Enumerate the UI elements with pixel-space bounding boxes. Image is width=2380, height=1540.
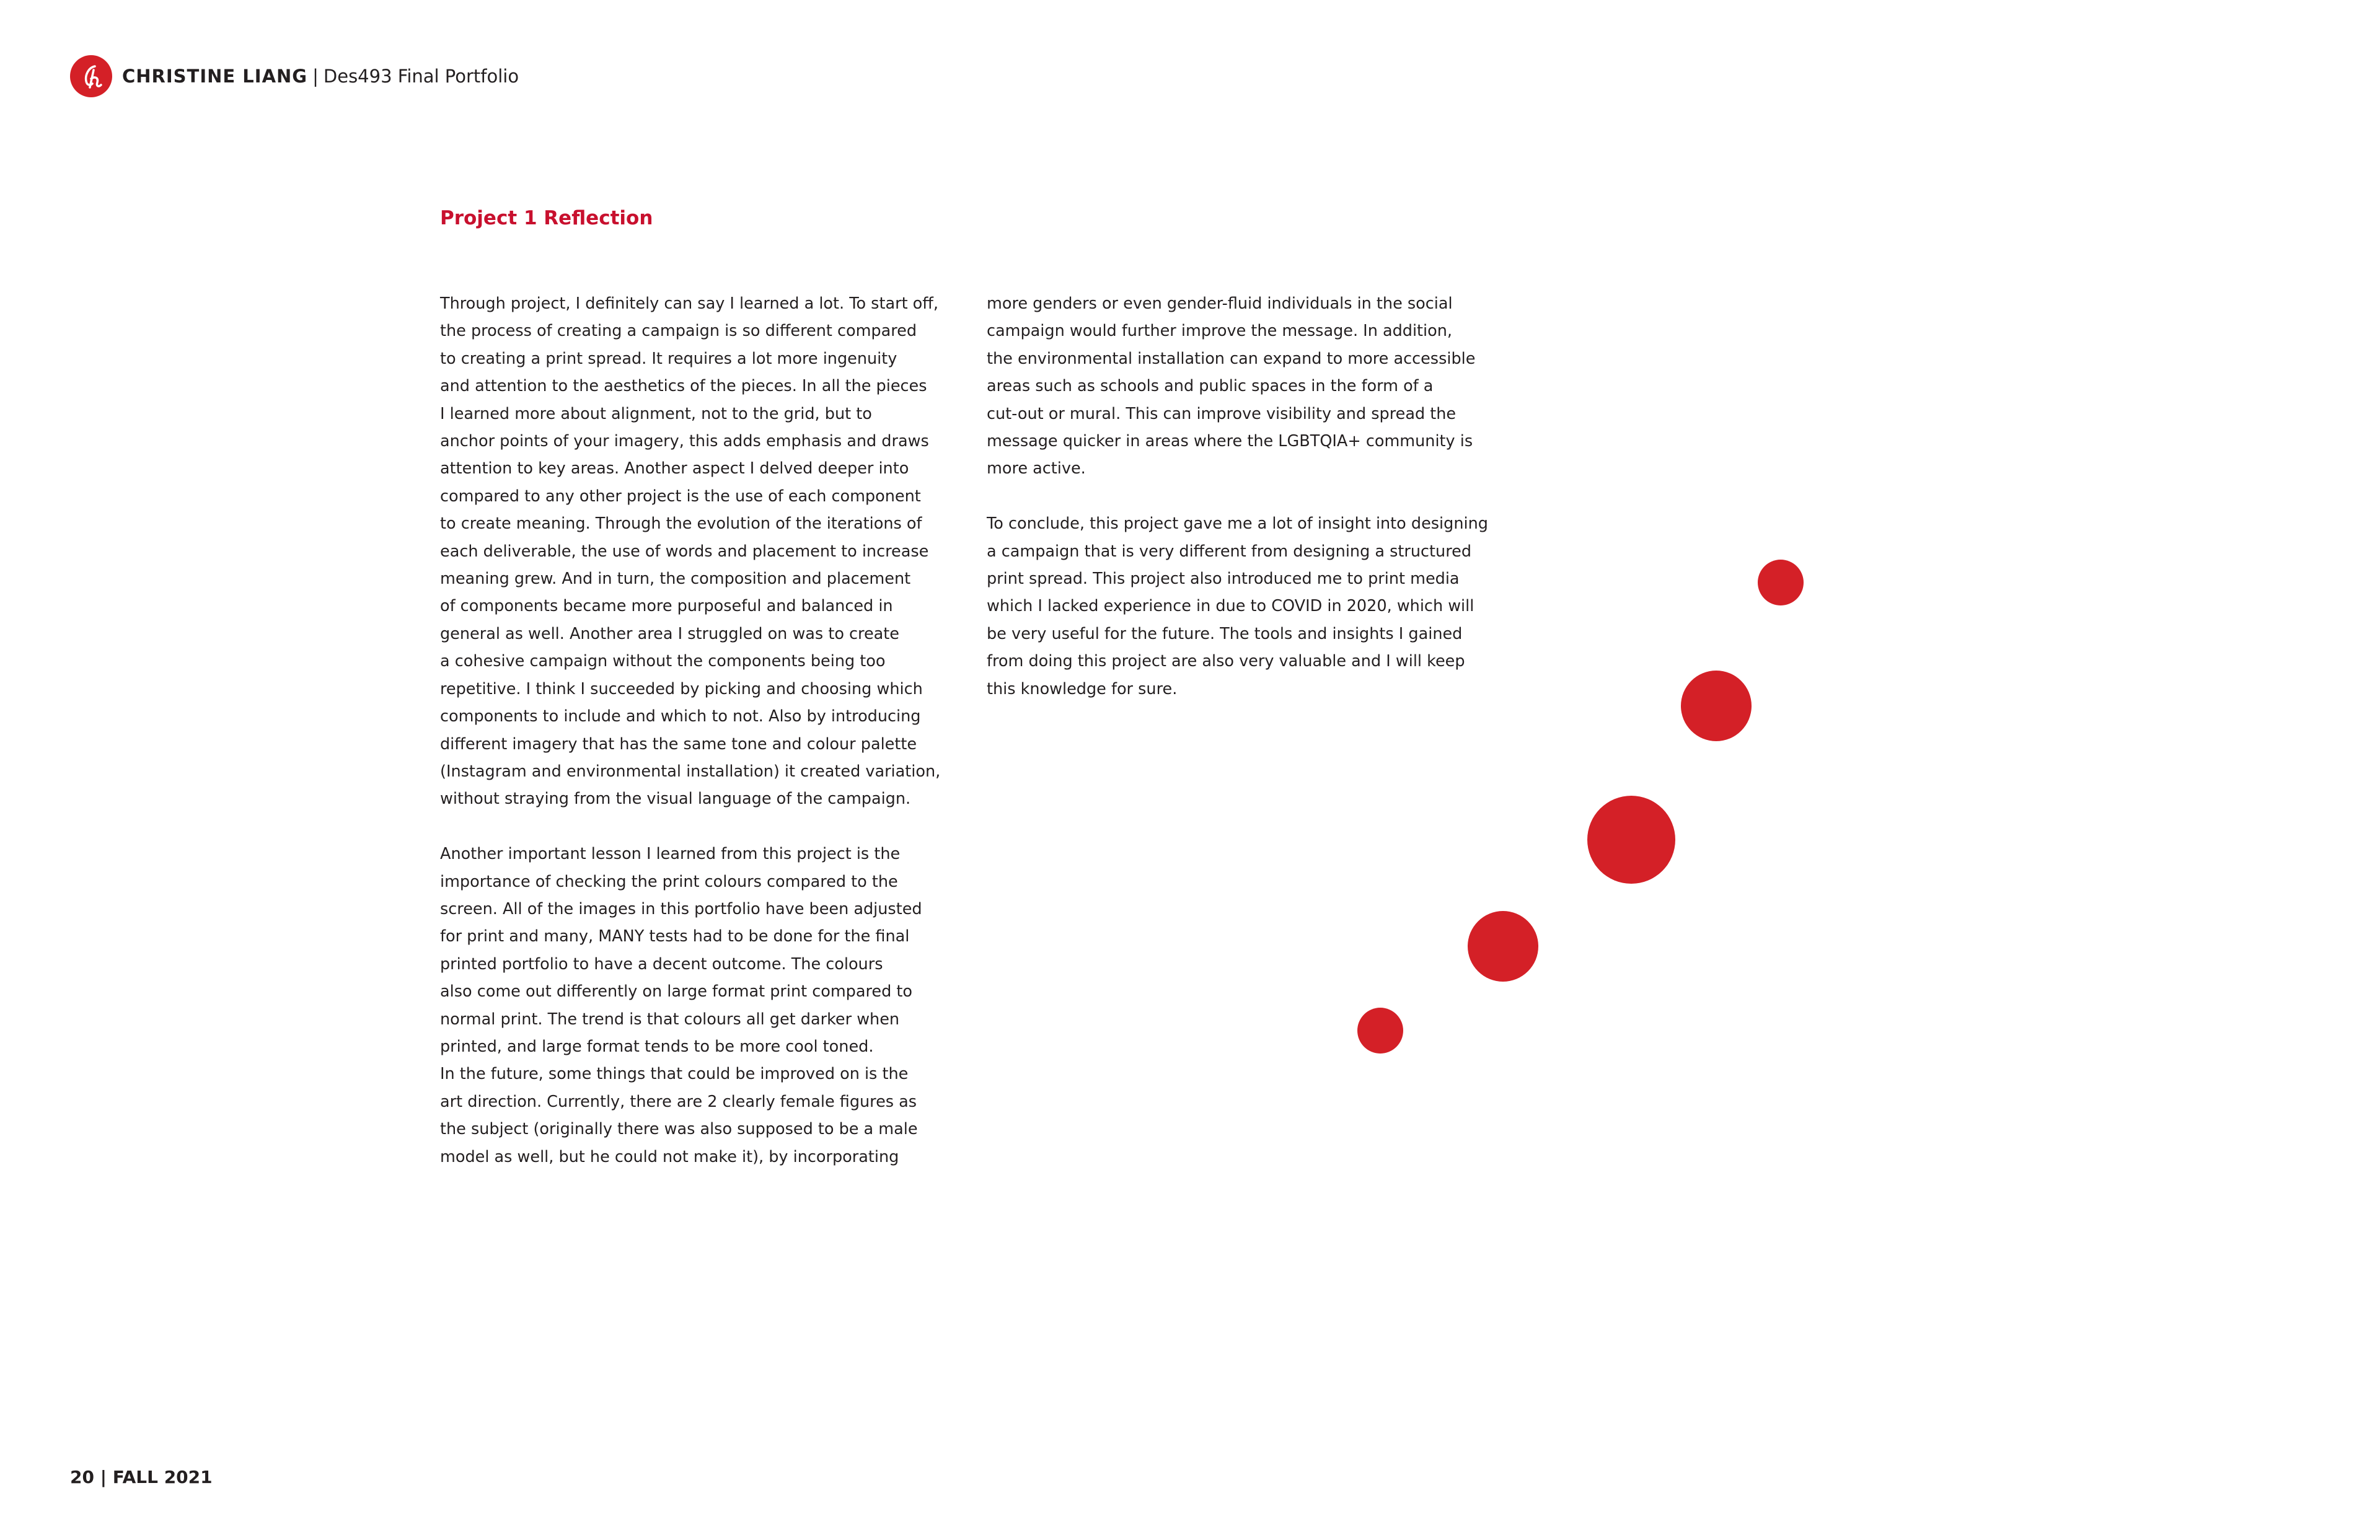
decorative-dot (1587, 796, 1675, 884)
page-header (70, 55, 519, 98)
page-footer: 20 | FALL 2021 (70, 1467, 213, 1487)
paragraph: more genders or even gender-fluid individuals in the social campaign would further improve the message. In addition, the environmental installation can expand to more accessible areas such as schools and public spaces in the form of a cut-out or mural. This can improve visibility and spread the message quicker in areas where the LGBTQIA+ community is more active. (987, 294, 1476, 478)
text-column-right (987, 290, 1495, 730)
decorative-dot (1681, 671, 1752, 741)
portfolio-subtitle: Des493 Final Portfolio (323, 66, 519, 87)
decorative-dot (1758, 560, 1804, 605)
logo-icon (70, 55, 112, 97)
page-title: Project 1 Reflection (440, 207, 653, 229)
paragraph: Another important lesson I learned from this project is the importance of checking the print colours compared to the screen. All of the images in this portfolio have been adjusted for print and many, MANY tests had to be done for the final printed portfolio to have a decent outcome. The colours also come out differently on large format print compared to normal print. The trend is that colours all get darker when printed, and large format tends to be more cool toned. In the future, some things that could be improved on is the art direction. Currently, there are 2 clearly female figures as the subject (originally there was also supposed to be a male model as well, but he could not make it), by incorporating (440, 845, 922, 1166)
paragraph: To conclude, this project gave me a lot of insight into designing a campaign that is very different from designing a structured print spread. This project also introduced me to print media which I lacked experience in due to COVID in 2020, which will be very useful for the future. The tools and insights I gained from doing this project are also very valuable and I will keep this knowledge for sure. (987, 514, 1488, 698)
decorative-dot (1357, 1008, 1403, 1054)
header-separator: | (312, 66, 319, 87)
paragraph: Through project, I definitely can say I learned a lot. To start off, the process of creating a campaign is so different compared to creating a print spread. It requires a lot more ingenuity and attention to the aesthetics of the pieces. In all the pieces I learned more about alignment, not to the grid, but to anchor points of your imagery, this adds emphasis and draws attention to key areas. Another aspect I delved deeper into compared to any other project is the use of each component to create meaning. Through the evolution of the iterations of each deliverable, the use of words and placement to increase meaning grew. And in turn, the composition and placement of components became more purposeful and balanced in general as well. Another area I struggled on was to create a cohesive campaign without the components being too repetitive. I think I succeeded by picking and choosing which components to include and which to not. Also by introducing different imagery that has the same tone and colour palette (Instagram and environmental installation) it created variation, without straying from the visual language of the campaign. (440, 294, 941, 809)
monogram-icon (76, 61, 106, 91)
text-column-left (440, 290, 948, 1198)
author-name: CHRISTINE LIANG (122, 66, 308, 87)
decorative-dot (1468, 911, 1538, 982)
